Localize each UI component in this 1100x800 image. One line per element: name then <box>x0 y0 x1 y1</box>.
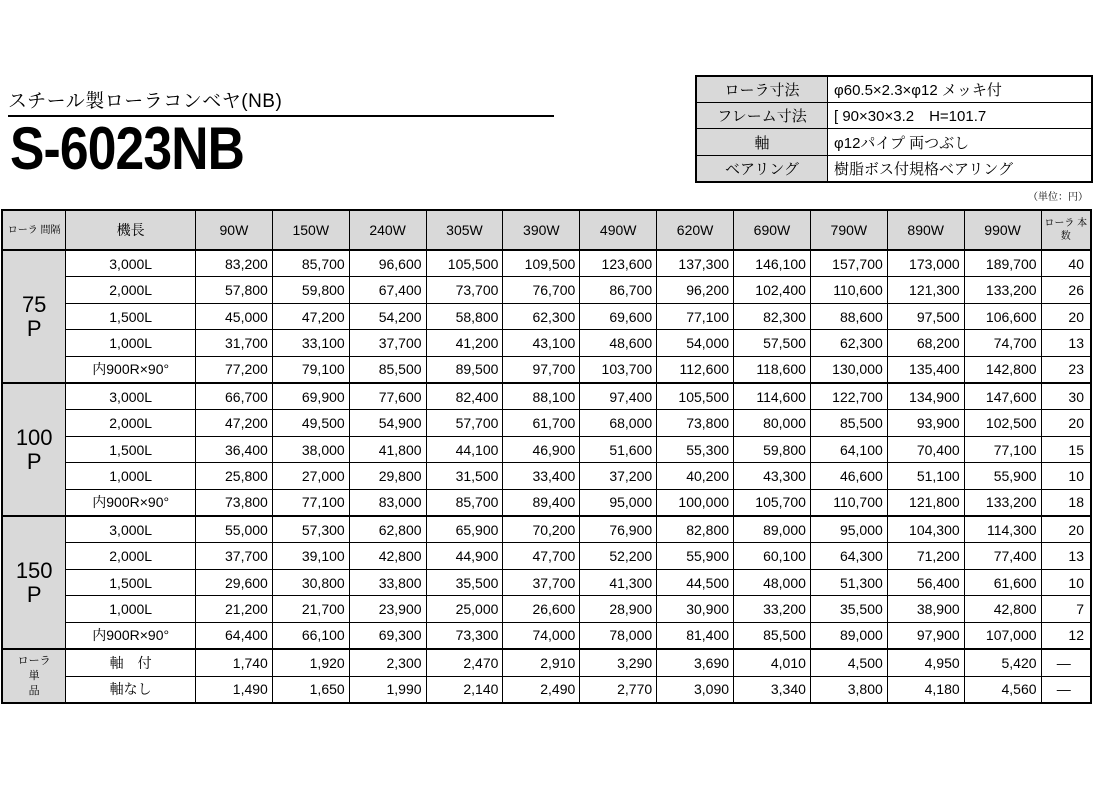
price-cell: 105,500 <box>426 250 503 277</box>
length-cell: 軸 付 <box>66 649 196 676</box>
price-cell: 51,300 <box>810 569 887 595</box>
price-cell: 54,900 <box>349 410 426 436</box>
length-cell: 内900R×90° <box>66 622 196 649</box>
price-cell: 38,000 <box>272 436 349 462</box>
roller-pitch-label: P <box>26 581 42 607</box>
roller-count-cell: 23 <box>1041 356 1091 383</box>
header-width: 240W <box>349 210 426 250</box>
price-cell: 118,600 <box>734 356 811 383</box>
price-cell: 77,100 <box>964 436 1041 462</box>
price-cell: 43,100 <box>503 330 580 356</box>
spec-label: ローラ寸法 <box>696 76 828 103</box>
price-cell: 114,600 <box>734 383 811 410</box>
price-cell: 1,990 <box>349 676 426 703</box>
price-cell: 36,400 <box>196 436 273 462</box>
price-cell: 64,300 <box>810 543 887 569</box>
price-cell: 96,200 <box>657 277 734 303</box>
length-cell: 1,500L <box>66 569 196 595</box>
price-cell: 49,500 <box>272 410 349 436</box>
price-cell: 73,800 <box>196 489 273 516</box>
price-cell: 97,500 <box>887 303 964 329</box>
price-cell: 97,400 <box>580 383 657 410</box>
header-width: 390W <box>503 210 580 250</box>
price-cell: 85,700 <box>426 489 503 516</box>
roller-count-cell: 15 <box>1041 436 1091 462</box>
length-cell: 内900R×90° <box>66 489 196 516</box>
table-row <box>2 543 1091 569</box>
price-cell: 35,500 <box>810 596 887 622</box>
price-cell: 80,000 <box>734 410 811 436</box>
price-cell: 68,000 <box>580 410 657 436</box>
price-cell: 31,500 <box>426 463 503 489</box>
price-cell: 57,800 <box>196 277 273 303</box>
price-cell: 85,500 <box>810 410 887 436</box>
table-row <box>2 622 1091 649</box>
price-cell: 67,400 <box>349 277 426 303</box>
price-cell: 59,800 <box>734 436 811 462</box>
price-cell: 74,000 <box>503 622 580 649</box>
price-cell: 130,000 <box>810 356 887 383</box>
price-cell: 54,200 <box>349 303 426 329</box>
table-row <box>2 569 1091 595</box>
length-cell: 1,000L <box>66 330 196 356</box>
price-cell: 64,400 <box>196 622 273 649</box>
price-cell: 47,200 <box>272 303 349 329</box>
header-width: 305W <box>426 210 503 250</box>
price-cell: 71,200 <box>887 543 964 569</box>
price-cell: 77,100 <box>657 303 734 329</box>
price-cell: 88,100 <box>503 383 580 410</box>
price-cell: 55,900 <box>657 543 734 569</box>
price-cell: 60,100 <box>734 543 811 569</box>
price-cell: 57,300 <box>272 516 349 543</box>
price-cell: 41,200 <box>426 330 503 356</box>
table-row <box>2 303 1091 329</box>
table-row <box>2 356 1091 383</box>
price-cell: 37,700 <box>196 543 273 569</box>
price-table <box>1 209 1092 704</box>
price-cell: 76,700 <box>503 277 580 303</box>
price-cell: 65,900 <box>426 516 503 543</box>
price-cell: 39,100 <box>272 543 349 569</box>
price-cell: 5,420 <box>964 649 1041 676</box>
price-cell: 62,300 <box>810 330 887 356</box>
roller-pitch-label: P <box>26 315 42 341</box>
length-cell: 1,000L <box>66 596 196 622</box>
price-cell: 37,200 <box>580 463 657 489</box>
price-cell: 100,000 <box>657 489 734 516</box>
price-cell: 66,700 <box>196 383 273 410</box>
price-cell: 21,700 <box>272 596 349 622</box>
roller-pitch-label: 75 <box>21 291 47 317</box>
price-cell: 82,400 <box>426 383 503 410</box>
price-cell: 2,140 <box>426 676 503 703</box>
header-length: 機長 <box>66 210 196 250</box>
price-cell: 122,700 <box>810 383 887 410</box>
price-cell: 26,600 <box>503 596 580 622</box>
header-width: 90W <box>196 210 273 250</box>
table-row <box>2 330 1091 356</box>
roller-count-cell: 26 <box>1041 277 1091 303</box>
price-cell: 93,900 <box>887 410 964 436</box>
price-cell: 147,600 <box>964 383 1041 410</box>
price-cell: 57,700 <box>426 410 503 436</box>
table-row <box>2 410 1091 436</box>
price-cell: 173,000 <box>887 250 964 277</box>
price-cell: 106,600 <box>964 303 1041 329</box>
price-cell: 142,800 <box>964 356 1041 383</box>
price-cell: 121,300 <box>887 277 964 303</box>
price-cell: 85,500 <box>349 356 426 383</box>
price-cell: 3,290 <box>580 649 657 676</box>
price-cell: 83,200 <box>196 250 273 277</box>
roller-count-cell: 13 <box>1041 543 1091 569</box>
table-row <box>2 277 1091 303</box>
price-cell: 61,700 <box>503 410 580 436</box>
roller-count-cell: 20 <box>1041 516 1091 543</box>
price-cell: 77,200 <box>196 356 273 383</box>
price-cell: 110,700 <box>810 489 887 516</box>
price-cell: 59,800 <box>272 277 349 303</box>
price-cell: 25,000 <box>426 596 503 622</box>
price-cell: 62,800 <box>349 516 426 543</box>
length-cell: 軸なし <box>66 676 196 703</box>
price-cell: 29,800 <box>349 463 426 489</box>
price-cell: 137,300 <box>657 250 734 277</box>
price-cell: 123,600 <box>580 250 657 277</box>
price-cell: 4,500 <box>810 649 887 676</box>
price-cell: 2,490 <box>503 676 580 703</box>
price-cell: 29,600 <box>196 569 273 595</box>
price-cell: 73,300 <box>426 622 503 649</box>
roller-pitch-cell <box>2 250 66 383</box>
roller-count-cell: 18 <box>1041 489 1091 516</box>
price-cell: 146,100 <box>734 250 811 277</box>
price-cell: 70,200 <box>503 516 580 543</box>
price-cell: 69,900 <box>272 383 349 410</box>
price-cell: 73,700 <box>426 277 503 303</box>
price-cell: 89,500 <box>426 356 503 383</box>
price-cell: 61,600 <box>964 569 1041 595</box>
price-cell: 74,700 <box>964 330 1041 356</box>
price-cell: 109,500 <box>503 250 580 277</box>
price-cell: 66,100 <box>272 622 349 649</box>
length-cell: 3,000L <box>66 516 196 543</box>
roller-count-cell: 10 <box>1041 569 1091 595</box>
spec-label: ベアリング <box>696 155 828 182</box>
roller-pitch-cell <box>2 383 66 516</box>
price-cell: 23,900 <box>349 596 426 622</box>
table-row <box>2 516 1091 543</box>
price-cell: 30,900 <box>657 596 734 622</box>
price-cell: 76,900 <box>580 516 657 543</box>
price-cell: 48,600 <box>580 330 657 356</box>
header-width: 690W <box>734 210 811 250</box>
price-cell: 89,000 <box>810 622 887 649</box>
price-cell: 121,800 <box>887 489 964 516</box>
price-cell: 82,800 <box>657 516 734 543</box>
price-cell: 135,400 <box>887 356 964 383</box>
price-cell: 79,100 <box>272 356 349 383</box>
price-cell: 40,200 <box>657 463 734 489</box>
header-width: 620W <box>657 210 734 250</box>
price-cell: 43,300 <box>734 463 811 489</box>
price-cell: 81,400 <box>657 622 734 649</box>
price-cell: 69,600 <box>580 303 657 329</box>
price-cell: 46,600 <box>810 463 887 489</box>
length-cell: 3,000L <box>66 383 196 410</box>
price-cell: 105,500 <box>657 383 734 410</box>
price-cell: 97,700 <box>503 356 580 383</box>
roller-pitch-label: 150 <box>15 557 53 583</box>
roller-count-cell: 20 <box>1041 410 1091 436</box>
price-cell: 21,200 <box>196 596 273 622</box>
price-cell: 89,400 <box>503 489 580 516</box>
roller-count-cell: 10 <box>1041 463 1091 489</box>
price-cell: 134,900 <box>887 383 964 410</box>
roller-pitch-label: 品 <box>28 684 40 697</box>
price-cell: 55,300 <box>657 436 734 462</box>
header-width: 150W <box>272 210 349 250</box>
price-cell: 62,300 <box>503 303 580 329</box>
table-row <box>2 436 1091 462</box>
spec-value: [ 90×30×3.2 H=101.7 <box>828 103 1093 129</box>
roller-pitch-cell <box>2 649 66 703</box>
table-row <box>2 383 1091 410</box>
length-cell: 内900R×90° <box>66 356 196 383</box>
header-roller-count: ローラ 本数 <box>1041 210 1091 250</box>
header-width: 990W <box>964 210 1041 250</box>
price-cell: 85,500 <box>734 622 811 649</box>
roller-count-cell: 30 <box>1041 383 1091 410</box>
price-cell: 42,800 <box>349 543 426 569</box>
table-row <box>2 489 1091 516</box>
price-cell: 38,900 <box>887 596 964 622</box>
table-row <box>2 676 1091 703</box>
price-cell: 157,700 <box>810 250 887 277</box>
spec-label: フレーム寸法 <box>696 103 828 129</box>
price-cell: 41,800 <box>349 436 426 462</box>
price-cell: 110,600 <box>810 277 887 303</box>
spec-row <box>696 155 1092 182</box>
price-cell: 52,200 <box>580 543 657 569</box>
price-cell: 2,300 <box>349 649 426 676</box>
header-width: 890W <box>887 210 964 250</box>
price-cell: 33,400 <box>503 463 580 489</box>
price-cell: 35,500 <box>426 569 503 595</box>
model-number: S-6023NB <box>10 115 245 182</box>
length-cell: 2,000L <box>66 410 196 436</box>
price-cell: 64,100 <box>810 436 887 462</box>
price-cell: 3,340 <box>734 676 811 703</box>
price-cell: 33,800 <box>349 569 426 595</box>
price-cell: 28,900 <box>580 596 657 622</box>
roller-count-cell: 40 <box>1041 250 1091 277</box>
price-cell: 33,200 <box>734 596 811 622</box>
price-cell: 97,900 <box>887 622 964 649</box>
spec-value: φ12パイプ 両つぶし <box>828 129 1093 155</box>
price-cell: 4,950 <box>887 649 964 676</box>
roller-count-cell: 7 <box>1041 596 1091 622</box>
price-cell: 95,000 <box>580 489 657 516</box>
spec-row <box>696 129 1092 155</box>
spec-value: φ60.5×2.3×φ12 メッキ付 <box>828 76 1093 103</box>
price-cell: 2,770 <box>580 676 657 703</box>
spec-row <box>696 76 1092 103</box>
price-cell: 37,700 <box>349 330 426 356</box>
length-cell: 1,500L <box>66 303 196 329</box>
table-row <box>2 463 1091 489</box>
price-cell: 77,100 <box>272 489 349 516</box>
spec-table <box>695 75 1093 183</box>
price-cell: 102,400 <box>734 277 811 303</box>
price-cell: 46,900 <box>503 436 580 462</box>
price-cell: 68,200 <box>887 330 964 356</box>
length-cell: 2,000L <box>66 543 196 569</box>
price-cell: 86,700 <box>580 277 657 303</box>
price-cell: 1,920 <box>272 649 349 676</box>
price-cell: 48,000 <box>734 569 811 595</box>
table-row <box>2 649 1091 676</box>
price-cell: 77,600 <box>349 383 426 410</box>
unit-note: （単位：円） <box>1028 192 1088 203</box>
price-cell: 104,300 <box>887 516 964 543</box>
roller-pitch-label: 単 <box>28 669 40 682</box>
table-row <box>2 596 1091 622</box>
price-cell: 73,800 <box>657 410 734 436</box>
table-row <box>2 250 1091 277</box>
price-cell: 56,400 <box>887 569 964 595</box>
price-cell: 37,700 <box>503 569 580 595</box>
price-cell: 85,700 <box>272 250 349 277</box>
price-cell: 88,600 <box>810 303 887 329</box>
price-cell: 4,010 <box>734 649 811 676</box>
price-cell: 102,500 <box>964 410 1041 436</box>
roller-count-cell: — <box>1041 649 1091 676</box>
price-cell: 89,000 <box>734 516 811 543</box>
price-cell: 55,000 <box>196 516 273 543</box>
length-cell: 3,000L <box>66 250 196 277</box>
product-subtitle: スチール製ローラコンベヤ(NB) <box>8 91 283 112</box>
price-cell: 3,690 <box>657 649 734 676</box>
price-cell: 1,490 <box>196 676 273 703</box>
price-cell: 41,300 <box>580 569 657 595</box>
spec-value: 樹脂ボス付規格ベアリング <box>828 155 1093 182</box>
price-cell: 51,100 <box>887 463 964 489</box>
roller-count-cell: 20 <box>1041 303 1091 329</box>
price-cell: 77,400 <box>964 543 1041 569</box>
price-cell: 3,800 <box>810 676 887 703</box>
price-cell: 30,800 <box>272 569 349 595</box>
price-cell: 27,000 <box>272 463 349 489</box>
price-header-row <box>2 210 1091 250</box>
price-cell: 189,700 <box>964 250 1041 277</box>
price-cell: 31,700 <box>196 330 273 356</box>
price-cell: 133,200 <box>964 489 1041 516</box>
price-cell: 44,900 <box>426 543 503 569</box>
price-cell: 57,500 <box>734 330 811 356</box>
price-cell: 112,600 <box>657 356 734 383</box>
roller-pitch-cell <box>2 516 66 649</box>
price-cell: 4,560 <box>964 676 1041 703</box>
price-cell: 44,500 <box>657 569 734 595</box>
price-cell: 55,900 <box>964 463 1041 489</box>
header-width: 790W <box>810 210 887 250</box>
price-cell: 51,600 <box>580 436 657 462</box>
price-cell: 47,200 <box>196 410 273 436</box>
price-cell: 1,740 <box>196 649 273 676</box>
price-cell: 54,000 <box>657 330 734 356</box>
length-cell: 2,000L <box>66 277 196 303</box>
price-cell: 3,090 <box>657 676 734 703</box>
price-cell: 42,800 <box>964 596 1041 622</box>
price-cell: 25,800 <box>196 463 273 489</box>
price-cell: 78,000 <box>580 622 657 649</box>
price-cell: 103,700 <box>580 356 657 383</box>
roller-count-cell: 13 <box>1041 330 1091 356</box>
price-cell: 70,400 <box>887 436 964 462</box>
roller-count-cell: 12 <box>1041 622 1091 649</box>
price-cell: 69,300 <box>349 622 426 649</box>
roller-count-cell: — <box>1041 676 1091 703</box>
roller-pitch-label: P <box>26 448 42 474</box>
price-cell: 82,300 <box>734 303 811 329</box>
price-cell: 96,600 <box>349 250 426 277</box>
length-cell: 1,500L <box>66 436 196 462</box>
price-cell: 95,000 <box>810 516 887 543</box>
price-cell: 58,800 <box>426 303 503 329</box>
price-cell: 83,000 <box>349 489 426 516</box>
price-cell: 45,000 <box>196 303 273 329</box>
roller-pitch-label: 100 <box>15 424 53 450</box>
spec-label: 軸 <box>696 129 828 155</box>
spec-row <box>696 103 1092 129</box>
price-cell: 44,100 <box>426 436 503 462</box>
price-cell: 4,180 <box>887 676 964 703</box>
price-cell: 114,300 <box>964 516 1041 543</box>
header-pitch: ローラ 間隔 <box>2 210 66 250</box>
price-cell: 1,650 <box>272 676 349 703</box>
price-cell: 2,910 <box>503 649 580 676</box>
price-cell: 2,470 <box>426 649 503 676</box>
length-cell: 1,000L <box>66 463 196 489</box>
price-cell: 47,700 <box>503 543 580 569</box>
roller-pitch-label: ローラ <box>17 654 51 667</box>
price-cell: 133,200 <box>964 277 1041 303</box>
price-cell: 105,700 <box>734 489 811 516</box>
price-cell: 107,000 <box>964 622 1041 649</box>
header-width: 490W <box>580 210 657 250</box>
price-cell: 33,100 <box>272 330 349 356</box>
